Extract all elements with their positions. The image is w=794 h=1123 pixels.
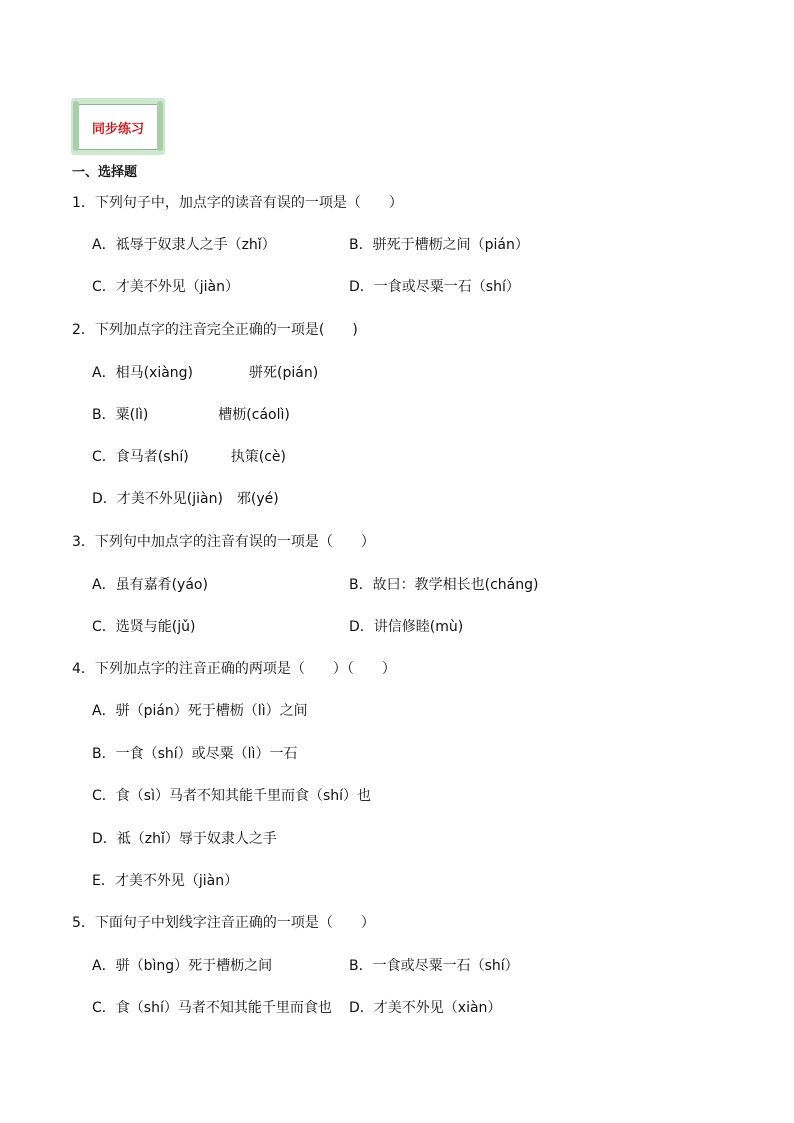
q3-option-a: A．虽有嘉肴(yáo) [92,577,208,593]
q3-option-b: B．故曰：教学相长也(cháng) [349,577,539,593]
q5-option-c: C．食（shí）马者不知其能千里而食也 [92,1000,332,1016]
q5-option-a: A．骈（bìng）死于槽枥之间 [92,958,273,974]
badge-label: 同步练习 [91,122,144,137]
question-4-stem: 4．下列加点字的注音正确的两项是（ ）（ ） [72,661,396,677]
q1-option-a: A．祗辱于奴隶人之手（zhǐ） [92,237,276,253]
q3-option-c: C．选贤与能(jǔ) [92,619,196,635]
section-badge [71,98,165,155]
q4-option-b: B．一食（shí）或尽粟（lì）一石 [92,746,298,762]
q2-option-a: A．相马(xiàng) 骈死(pián) [92,365,319,381]
q4-option-d: D．祗（zhǐ）辱于奴隶人之手 [92,831,277,847]
section-title: 一、选择题 [72,165,138,180]
q5-option-d: D．才美不外见（xiàn） [349,1000,502,1016]
q1-option-c: C．才美不外见（jiàn） [92,279,240,295]
q2-option-c: C．食马者(shí) 执策(cè) [92,449,286,465]
q1-option-d: D．一食或尽粟一石（shí） [349,279,520,295]
question-1-stem: 1．下列句子中，加点字的读音有误的一项是（ ） [72,195,403,211]
q4-option-c: C．食（sì）马者不知其能千里而食（shí）也 [92,788,372,804]
question-3-stem: 3．下列句中加点字的注音有误的一项是（ ） [72,534,375,550]
q4-option-a: A．骈（pián）死于槽枥（lì）之间 [92,703,308,719]
q3-option-d: D．讲信修睦(mù) [349,619,464,635]
q2-option-b: B．粟(lì) 槽枥(cáolì) [92,407,290,423]
question-5-stem: 5．下面句子中划线字注音正确的一项是（ ） [72,915,375,931]
question-2-stem: 2．下列加点字的注音完全正确的一项是( ) [72,322,358,338]
q4-option-e: E．才美不外见（jiàn） [92,873,239,889]
q5-option-b: B．一食或尽粟一石（shí） [349,958,519,974]
q2-option-d: D．才美不外见(jiàn) 邪(yé) [92,491,279,507]
q1-option-b: B．骈死于槽枥之间（pián） [349,237,529,253]
